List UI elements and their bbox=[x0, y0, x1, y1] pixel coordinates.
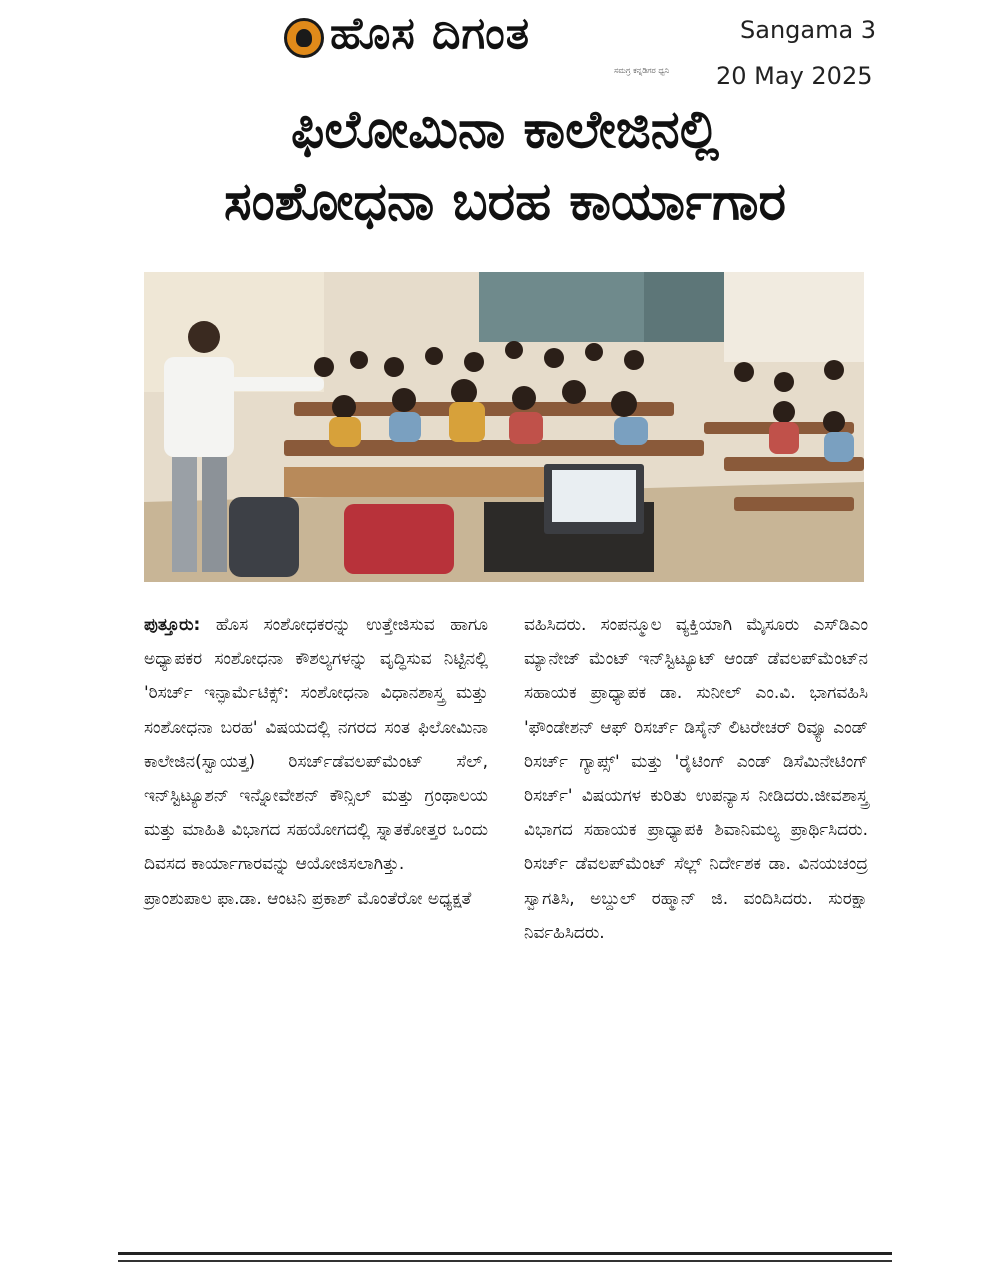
newspaper-name: ಹೊಸ ದಿಗಂತ bbox=[330, 8, 531, 59]
bottom-rule bbox=[118, 1252, 892, 1255]
article-column-left bbox=[144, 608, 488, 916]
bottom-rule-thin bbox=[118, 1260, 892, 1262]
article-column-right bbox=[524, 608, 868, 950]
newspaper-tagline: ಸಮಗ್ರ ಕನ್ನಡಿಗರ ಧ್ವನಿ bbox=[614, 66, 670, 75]
headline bbox=[130, 94, 880, 238]
masthead bbox=[278, 8, 738, 78]
headline-line-1: ಫಿಲೋಮಿನಾ ಕಾಲೇಜಿನಲ್ಲಿ bbox=[290, 100, 720, 160]
headline-line-2: ಸಂಶೋಧನಾ ಬರಹ ಕಾರ್ಯಾಗಾರ bbox=[224, 172, 786, 232]
newspaper-logo-icon bbox=[284, 18, 324, 58]
publication-date: 20 May 2025 bbox=[716, 62, 873, 90]
news-photo bbox=[144, 272, 864, 582]
article-dateline: ಪುತ್ತೂರು: bbox=[144, 615, 201, 635]
article-paragraph-1-text: ಹೊಸ ಸಂಶೋಧಕರನ್ನು ಉತ್ತೇಜಿಸುವ ಹಾಗೂ ಅಧ್ಯಾಪಕರ ಸಂಶೋಧನಾ ಕೌಶಲ್ಯಗಳನ್ನು ವೃದ್ಧಿಸುವ ನಿಟ್ಟಿನಲ್ಲಿ 'ರಿಸರ್ಚ್ ಇನ್ಫಾರ್ಮೆಟಿಕ್ಸ್: ಸಂಶೋಧನಾ ವಿಧಾನಶಾಸ್ತ್ರ ಮತ್ತು ಸಂಶೋಧನಾ ಬರಹ' ವಿಷಯದಲ್ಲಿ ನಗರದ ಸಂತ ಫಿಲೋಮಿನಾ ಕಾಲೇಜಿನ(ಸ್ವಾಯತ್ತ) ರಿಸರ್ಚ್‌ಡೆವಲಪ್‌ಮೆಂಟ್ ಸೆಲ್, ಇನ್‌ಸ್ಟಿಟ್ಯೂಶನ್ ಇನ್ನೋವೇಶನ್ ಕೌನ್ಸಿಲ್ ಮತ್ತು ಗ್ರಂಥಾಲಯ ಮತ್ತು ಮಾಹಿತಿ ವಿಭಾಗದ ಸಹಯೋಗದಲ್ಲಿ ಸ್ನಾತಕೋತ್ತರ ಒಂದು ದಿವಸದ ಕಾರ್ಯಾಗಾರವನ್ನು ಆಯೋಜಿಸಲಾಗಿತ್ತು. bbox=[144, 615, 488, 875]
edition-label: Sangama 3 bbox=[740, 16, 877, 44]
article-paragraph-2: ಪ್ರಾಂಶುಪಾಲ ಫಾ.ಡಾ. ಆಂಟನಿ ಪ್ರಕಾಶ್ ಮೊಂತೆರೋ ಅಧ್ಯಕ್ಷತೆ bbox=[144, 888, 472, 909]
article-paragraph-1 bbox=[144, 608, 488, 882]
article-paragraph-3: ವಹಿಸಿದರು. ಸಂಪನ್ಮೂಲ ವ್ಯಕ್ತಿಯಾಗಿ ಮೈಸೂರು ಎಸ್‌ಡಿಎಂ ಮ್ಯಾನೇಜ್ ಮೆಂಟ್ ಇನ್‌ಸ್ಟಿಟ್ಯೂಟ್ ಆಂಡ್ ಡೆವಲಪ್‌ಮೆಂಟ್‌ನ ಸಹಾಯಕ ಪ್ರಾಧ್ಯಾಪಕ ಡಾ. ಸುನೀಲ್ ಎಂ.ವಿ. ಭಾಗವಹಿಸಿ 'ಫೌಂಡೇಶನ್ ಆಫ್ ರಿಸರ್ಚ್ ಡಿಸೈನ್ ಲಿಟರೇಚರ್ ರಿವ್ಯೂ ಎಂಡ್ ರಿಸರ್ಚ್ ಗ್ಯಾಪ್ಸ್' ಮತ್ತು 'ರೈಟಿಂಗ್ ಎಂಡ್ ಡಿಸೆಮಿನೇಟಿಂಗ್ ರಿಸರ್ಚ್' ವಿಷಯಗಳ ಕುರಿತು ಉಪನ್ಯಾಸ ನೀಡಿದರು.ಜೀವಶಾಸ್ತ್ರ ವಿಭಾಗದ ಸಹಾಯಕ ಪ್ರಾಧ್ಯಾಪಕಿ ಶಿವಾನಿಮಲ್ಯ ಪ್ರಾರ್ಥಿಸಿದರು. ರಿಸರ್ಚ್ ಡೆವಲಪ್‌ಮೆಂಟ್ ಸೆಲ್ಲ್ ನಿರ್ದೇಶಕ ಡಾ. ವಿನಯಚಂದ್ರ ಸ್ವಾಗತಿಸಿ, ಅಬ್ದುಲ್ ರಹ್ಮಾನ್ ಜಿ. ವಂದಿಸಿದರು. ಸುರಕ್ಷಾ ನಿರ್ವಹಿಸಿದರು. bbox=[524, 615, 868, 943]
